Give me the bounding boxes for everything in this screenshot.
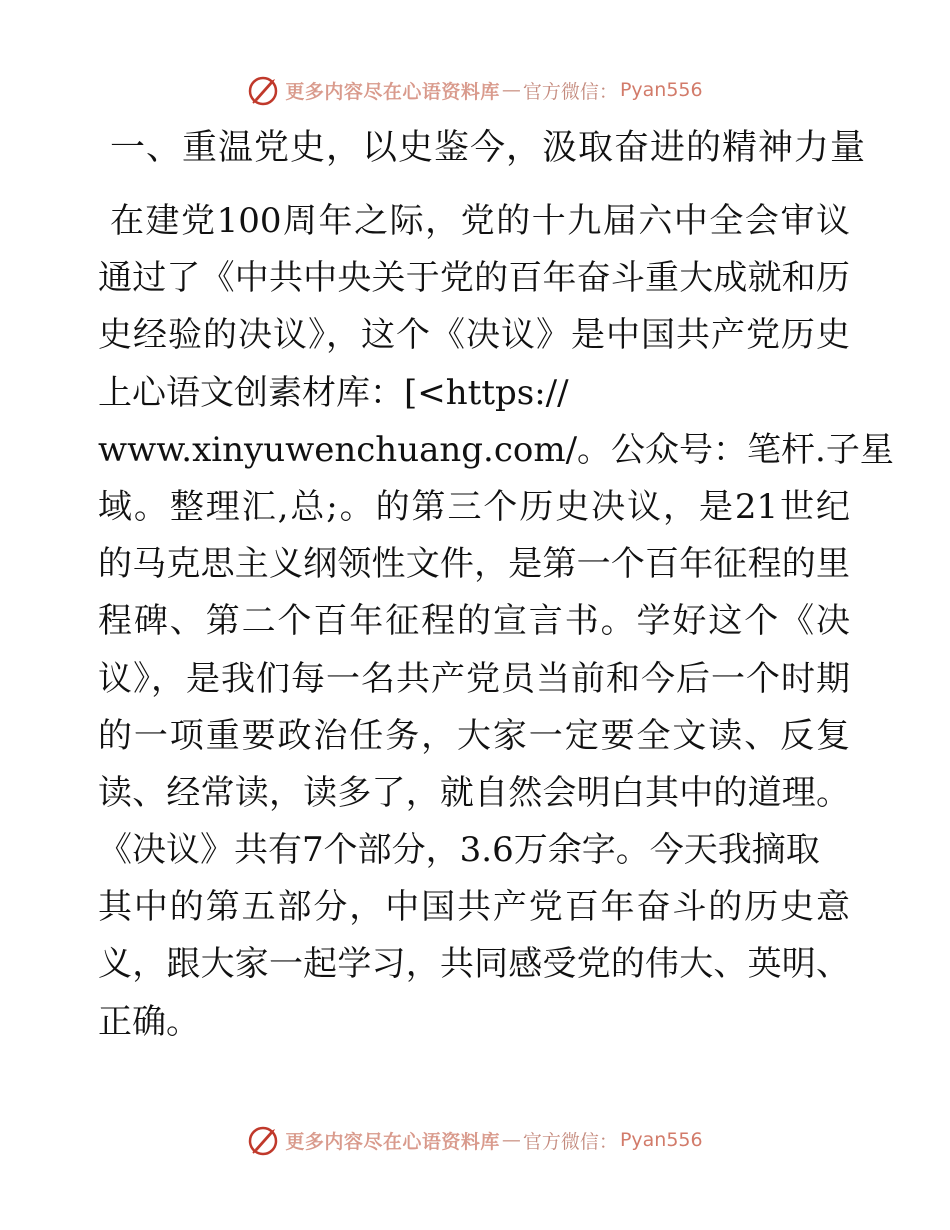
watermark-text: 更多内容尽在心语资料库: [285, 80, 500, 103]
watermark-wechat-label: 官方微信：: [522, 80, 618, 103]
body-line: 史经验的决议》，这个《决议》是中国共产党历史: [98, 315, 850, 356]
body-line: 程碑、第二个百年征程的宣言书。学好这个《决: [98, 601, 850, 642]
body-line: 《决议》共有7个部分，3.6万余字。今天我摘取: [98, 830, 820, 871]
quill-pen-logo-icon: [247, 73, 281, 107]
header-watermark: [0, 70, 950, 110]
quill-pen-logo-icon: [247, 1123, 281, 1157]
watermark-separator: —: [501, 1129, 521, 1151]
watermark-separator: —: [501, 79, 521, 101]
watermark-text: 更多内容尽在心语资料库: [285, 1130, 500, 1153]
watermark-wechat-label: 官方微信：: [522, 1130, 618, 1153]
body-paragraph: [98, 193, 894, 1051]
body-line: 议》，是我们每一名共产党员当前和今后一个时期: [98, 658, 850, 699]
watermark-wechat-id: Pyan556: [619, 79, 703, 101]
body-line: 其中的第五部分，中国共产党百年奋斗的历史意: [98, 887, 850, 928]
body-line: www.xinyuwenchuang.com/。公众号：笔杆.子星: [98, 429, 894, 470]
body-line: 在建党100周年之际，党的十九届六中全会审议: [110, 201, 850, 241]
body-line: 上心语文创素材库：[<https://: [98, 372, 569, 413]
footer-watermark: [0, 1120, 950, 1160]
body-line: 正确。: [98, 1001, 200, 1042]
section-heading: 一、重温党史，以史鉴今，汲取奋进的精神力量: [110, 128, 867, 168]
body-line: 读、经常读，读多了，就自然会明白其中的道理。: [98, 772, 850, 813]
body-line: 义，跟大家一起学习，共同感受党的伟大、英明、: [98, 944, 850, 985]
body-line: 通过了《中共中央关于党的百年奋斗重大成就和历: [98, 258, 850, 299]
body-line: 的马克思主义纲领性文件，是第一个百年征程的里: [98, 544, 850, 585]
watermark-wechat-id: Pyan556: [619, 1129, 703, 1151]
body-line: 域。整理汇,总;。的第三个历史决议，是21世纪: [98, 486, 850, 527]
body-line: 的一项重要政治任务，大家一定要全文读、反复: [98, 715, 850, 756]
